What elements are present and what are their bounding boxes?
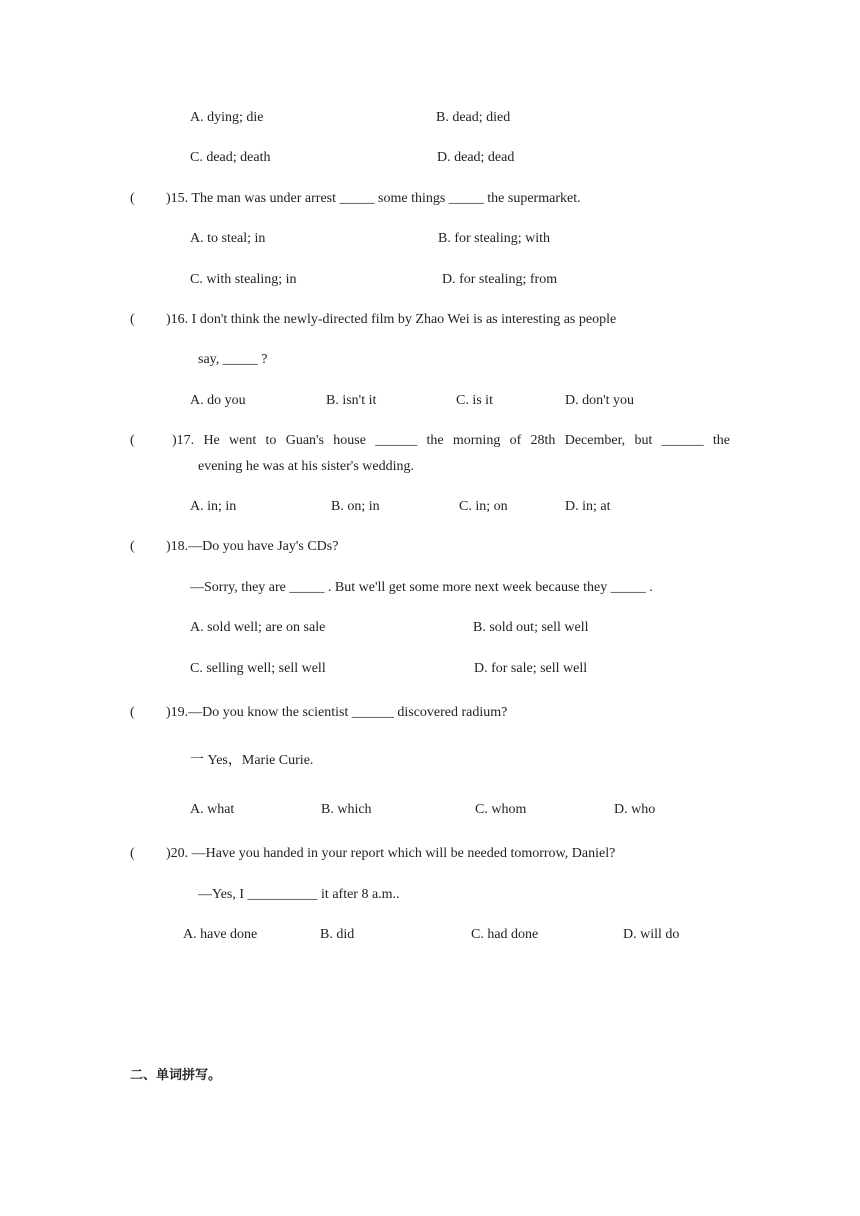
- q16-option-c: C. is it: [456, 393, 493, 408]
- q15-option-a: A. to steal; in: [190, 231, 266, 246]
- q18-stem: )18.—Do you have Jay's CDs?: [166, 539, 339, 554]
- q14-option-b: B. dead; died: [436, 110, 511, 125]
- q15-option-c: C. with stealing; in: [190, 272, 297, 287]
- q19-stem: )19.—Do you know the scientist ______ discovered radium?: [166, 705, 508, 720]
- q18-stem-line2: —Sorry, they are _____ . But we'll get some more next week because they _____ .: [190, 580, 653, 595]
- q17-bracket: (: [130, 433, 135, 448]
- q20-option-c: C. had done: [471, 927, 539, 942]
- q18-option-a: A. sold well; are on sale: [190, 620, 326, 635]
- q14-option-d: D. dead; dead: [437, 150, 515, 165]
- q18-option-c: C. selling well; sell well: [190, 661, 326, 676]
- q16-stem: )16. I don't think the newly-directed film by Zhao Wei is as interesting as people: [166, 312, 617, 327]
- q16-bracket: (: [130, 312, 135, 327]
- q16-option-a: A. do you: [190, 393, 246, 408]
- q14-option-a: A. dying; die: [190, 110, 264, 125]
- q17-option-a: A. in; in: [190, 499, 237, 514]
- q17-stem: )17. He went to Guan's house ______ the morning of 28th December, but ______ the: [172, 433, 730, 448]
- q16-option-d: D. don't you: [565, 393, 635, 408]
- q20-bracket: (: [130, 846, 135, 861]
- q14-option-c: C. dead; death: [190, 150, 271, 165]
- q20-option-b: B. did: [320, 927, 355, 942]
- q17-stem-line2: evening he was at his sister's wedding.: [198, 459, 414, 474]
- q20-stem-line2: —Yes, I __________ it after 8 a.m..: [198, 887, 400, 902]
- q15-bracket: (: [130, 191, 135, 206]
- q16-option-b: B. isn't it: [326, 393, 377, 408]
- q20-option-a: A. have done: [183, 927, 258, 942]
- q18-option-d: D. for sale; sell well: [474, 661, 588, 676]
- q19-option-a: A. what: [190, 802, 235, 817]
- q15-stem: )15. The man was under arrest _____ some things _____ the supermarket.: [166, 191, 581, 206]
- q15-option-d: D. for stealing; from: [442, 272, 558, 287]
- q18-option-b: B. sold out; sell well: [473, 620, 589, 635]
- q15-option-b: B. for stealing; with: [438, 231, 550, 246]
- q17-option-c: C. in; on: [459, 499, 508, 514]
- q17-option-b: B. on; in: [331, 499, 380, 514]
- q18-bracket: (: [130, 539, 135, 554]
- q19-option-c: C. whom: [475, 802, 527, 817]
- section2-heading: 二、单词拼写。: [130, 1068, 222, 1083]
- q20-stem: )20. —Have you handed in your report which will be needed tomorrow, Daniel?: [166, 846, 616, 861]
- q16-stem-line2: say, _____ ?: [198, 352, 268, 367]
- q19-option-d: D. who: [614, 802, 656, 817]
- q20-option-d: D. will do: [623, 927, 680, 942]
- q17-option-d: D. in; at: [565, 499, 611, 514]
- q19-stem-line2: 一 Yes，Marie Curie.: [190, 753, 314, 768]
- q19-bracket: (: [130, 705, 135, 720]
- q19-option-b: B. which: [321, 802, 372, 817]
